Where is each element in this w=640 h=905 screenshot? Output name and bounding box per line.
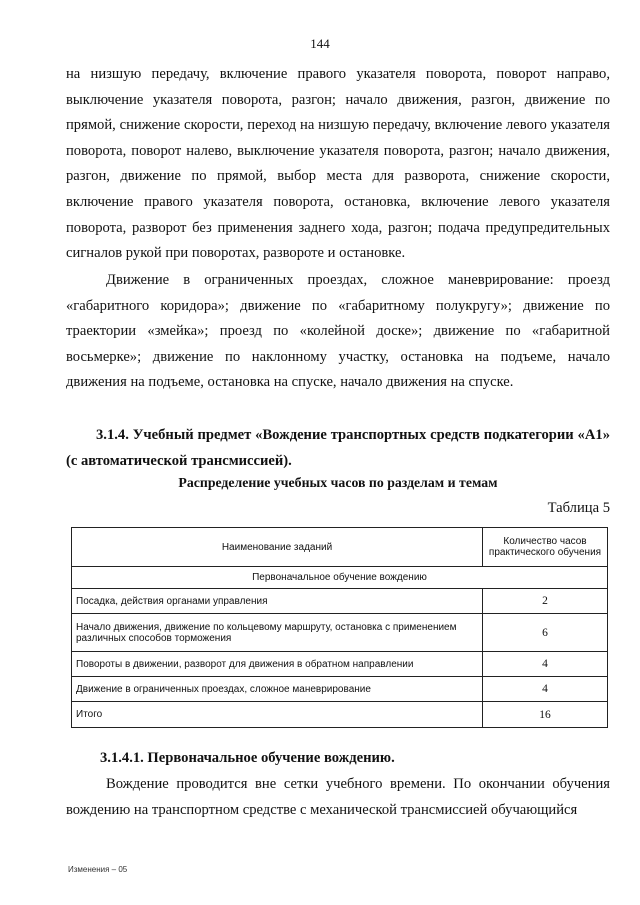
hours-cell: 4 — [483, 677, 608, 702]
table-section-title: Первоначальное обучение вождению — [72, 567, 608, 589]
footer-note: Изменения – 05 — [68, 865, 128, 874]
table-row — [72, 652, 608, 677]
table-label: Таблица 5 — [547, 500, 610, 516]
subsection-heading: 3.1.4.1. Первоначальное обучение вождению. — [100, 750, 395, 766]
task-cell: Посадка, действия органами управления — [72, 589, 483, 614]
paragraph-driving: Вождение проводится вне сетки учебного времени. По окончании обучения вождению на транспортном средстве с механической трансмиссией обучающийся — [66, 776, 610, 818]
section-heading: 3.1.4. Учебный предмет «Вождение транспортных средств подкатегории «А1» (с автоматической трансмиссией). — [66, 427, 610, 469]
paragraph-maneuvering: Движение в ограниченных проездах, сложное маневрирование: проезд «габаритного коридора»; движение по «габаритному полукругу»; движение по траектории «змейка»; проезд по «колейной доске»; движение по «габаритной восьмерке»; движение по наклонному участку, остановка на подъеме, начало движения на подъеме, остановка на спуске, начало движения на спуске. — [66, 272, 610, 391]
task-cell: Движение в ограниченных проездах, сложное маневрирование — [72, 677, 483, 702]
hours-cell: 4 — [483, 652, 608, 677]
hours-cell: 6 — [483, 614, 608, 652]
total-hours-cell: 16 — [483, 702, 608, 728]
hours-table — [71, 527, 608, 728]
hours-cell: 2 — [483, 589, 608, 614]
total-label-cell: Итого — [72, 702, 483, 728]
paragraph-continued: на низшую передачу, включение правого указателя поворота, поворот направо, выключение указателя поворота, разгон; начало движения, разгон, движение по прямой, снижение скорости, переход на низшую передачу, включение левого указателя поворота, поворот налево, выключение указателя поворота, разгон; начало движения, разгон, движение по прямой, выбор места для разворота, снижение скорости, включение правого указателя поворота, остановка, включение левого указателя поворота, разворот без применения заднего хода, разгон; подача предупредительных сигналов рукой при поворотах, развороте и остановке. — [66, 66, 610, 262]
page-number: 144 — [310, 36, 330, 51]
table-total-row — [72, 702, 608, 728]
table-row — [72, 677, 608, 702]
task-cell: Начало движения, движение по кольцевому маршруту, остановка с применением различных способов торможения — [72, 614, 483, 652]
table-row — [72, 614, 608, 652]
table-title: Распределение учебных часов по разделам и темам — [178, 475, 498, 490]
header-hours: Количество часов практического обучения — [483, 528, 608, 567]
table-row — [72, 589, 608, 614]
table-section-row — [72, 567, 608, 589]
task-cell: Повороты в движении, разворот для движения в обратном направлении — [72, 652, 483, 677]
table-header-row — [72, 528, 608, 567]
header-task-name: Наименование заданий — [72, 528, 483, 567]
